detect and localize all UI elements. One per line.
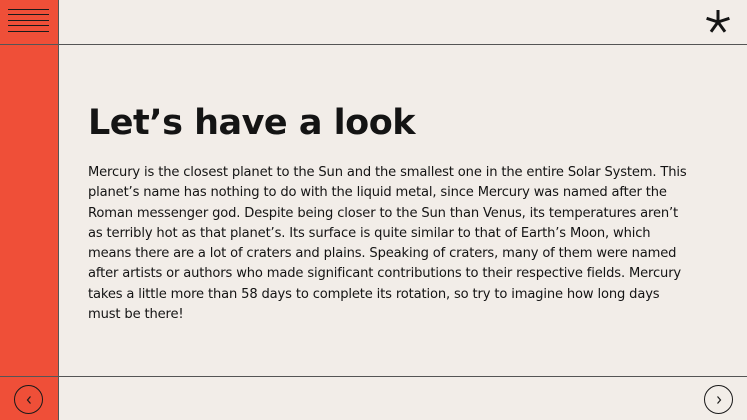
slide-body-text: Mercury is the closest planet to the Sun and the smallest one in the entire Solar System. This planet’s name has nothing to do with the liquid metal, since Mercury was named after the Roman messenger god. Despite being closer to the Sun than Venus, its temperatures aren’t as terribly hot as that planet’s. Its surface is quite similar to that of Earth’s Moon, which means there are a lot of craters and plains. Speaking of craters, many of them were named after artists or authors who made significant contributions to their respective fields. Mercury takes a little more than 58 days to complete its rotation, so try to imagine how long days must be there!	[88, 165, 687, 323]
top-divider	[0, 44, 747, 45]
slide-title: Let’s have a look	[88, 103, 416, 143]
chevron-right-icon	[715, 395, 723, 405]
next-slide-button[interactable]	[704, 385, 733, 414]
bottom-divider	[0, 376, 747, 377]
previous-slide-button[interactable]	[14, 385, 43, 414]
menu-icon[interactable]	[8, 9, 49, 32]
sidebar-divider	[58, 0, 59, 420]
accent-sidebar	[0, 0, 58, 420]
asterisk-icon	[703, 7, 733, 37]
chevron-left-icon	[25, 395, 33, 405]
